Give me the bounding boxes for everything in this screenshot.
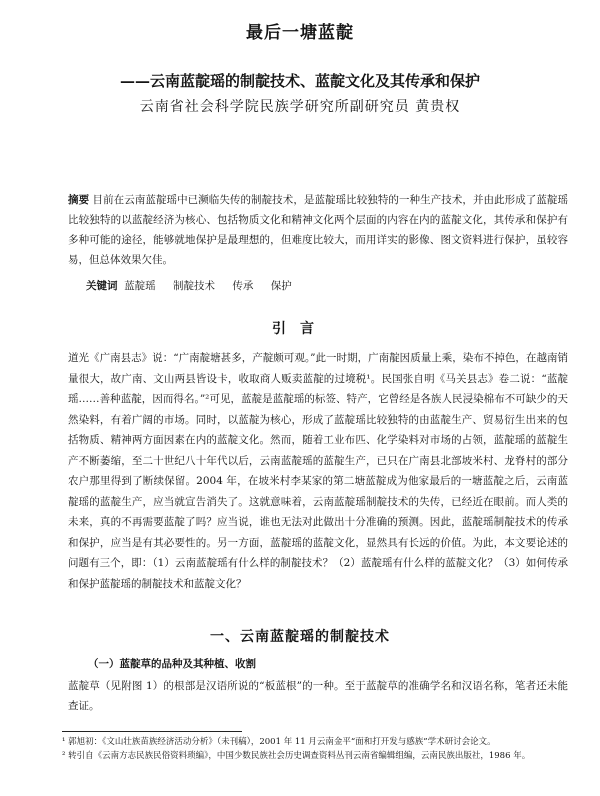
abstract: [68, 190, 568, 270]
abstract-label: 摘要: [68, 194, 90, 206]
intro-body: 道光《广南县志》说：“广南靛塘甚多，产靛颇可观。”此一时期，广南靛因质量上乘，染布不掉色，在越南销量很大，故广南、文山两县皆设卡，收取商人贩卖蓝靛的过境税¹。民国张自明《马关县志》卷二说：“蓝靛瑶……善种蓝靛，因而得名。”²可见，蓝靛是蓝靛瑶的标签、特产，它曾经是各族人民浸染棉布不可缺少的天然染料，有着广阔的市场。同时，以蓝靛为核心，形成了蓝靛瑶比较独特的由蓝靛生产、贸易衍生出来的包括物质、精神两方面因素在内的蓝靛文化。然而，随着工业布匹、化学染料对市场的占领，蓝靛瑶的蓝靛生产不断萎缩，至二十世纪八十年代以后，云南蓝靛瑶的蓝靛生产，已只在广南县北部坡米村、龙脊村的部分农户那里得到了断续保留。2004 年，在坡米村李某家的第二塘蓝靛成为他家最后的一塘蓝靛之后，云南蓝靛瑶的蓝靛生产，应当就宣告消失了。这就意味着，云南蓝靛瑶制靛技术的失传，已经近在眼前。而人类的未来，真的不再需要蓝靛了吗？应当说，谁也无法对此做出十分准确的预测。因此，蓝靛瑶制靛技术的传承和保护，应当是有其必要性的。另一方面，蓝靛瑶的蓝靛文化，显然具有长远的价值。为此，本文要论述的问题有三个，即：（1）云南蓝靛瑶有什么样的制靛技术？（2）蓝靛瑶有什么样的蓝靛文化？（3）如何传承和保护蓝靛瑶的制靛技术和蓝靛文化？: [68, 352, 568, 590]
intro-heading: 引言: [272, 321, 328, 337]
keywords: [86, 276, 566, 296]
footnote: ¹ 郭旭初：《文山壮族苗族经济活动分析》（未刊稿），2001 年 11 月云南金平“面和打开发与感族”学术研讨会论文。: [62, 737, 496, 747]
author-line: 云南省社会科学院民族学研究所副研究员 黄贵权: [139, 99, 461, 115]
footnote: ² 转引自《云南方志民族民俗资料琐编》，中国少数民族社会历史调查资料丛刊云南省编辑组编，云南民族出版社，1986 年。: [62, 751, 531, 761]
keyword: 传承: [232, 280, 254, 292]
footnote-rule: [62, 731, 242, 732]
section-heading: 一、云南蓝靛瑶的制靛技术: [210, 629, 390, 645]
keyword: 制靛技术: [173, 280, 216, 292]
keywords-label: 关键词: [86, 280, 118, 292]
keyword: 保护: [270, 280, 292, 292]
subsection-heading: （一）蓝靛草的品种及其种植、收割: [88, 658, 256, 670]
paper-subtitle: ——云南蓝靛瑶的制靛技术、蓝靛文化及其传承和保护: [119, 72, 480, 90]
section-body: 蓝靛草（见附图 1）的根部是汉语所说的“板蓝根”的一种。至于蓝靛草的准确学名和汉语名称，笔者还未能查证。: [68, 680, 568, 712]
paper-title: 最后一塘蓝靛: [246, 23, 354, 43]
keyword: 蓝靛瑶: [124, 280, 156, 292]
abstract-text: 目前在云南蓝靛瑶中已濒临失传的制靛技术，是蓝靛瑶比较独特的一种生产技术，并由此形成了蓝靛瑶比较独特的以蓝靛经济为核心、包括物质文化和精神文化两个层面的内容在内的蓝靛文化，其传承和保护有多种可能的途径，能够就地保护是最理想的，但难度比较大，而用详实的影像、图文资料进行保护，虽较容易，但总体效果欠佳。: [68, 194, 568, 266]
footnotes: [62, 736, 562, 764]
